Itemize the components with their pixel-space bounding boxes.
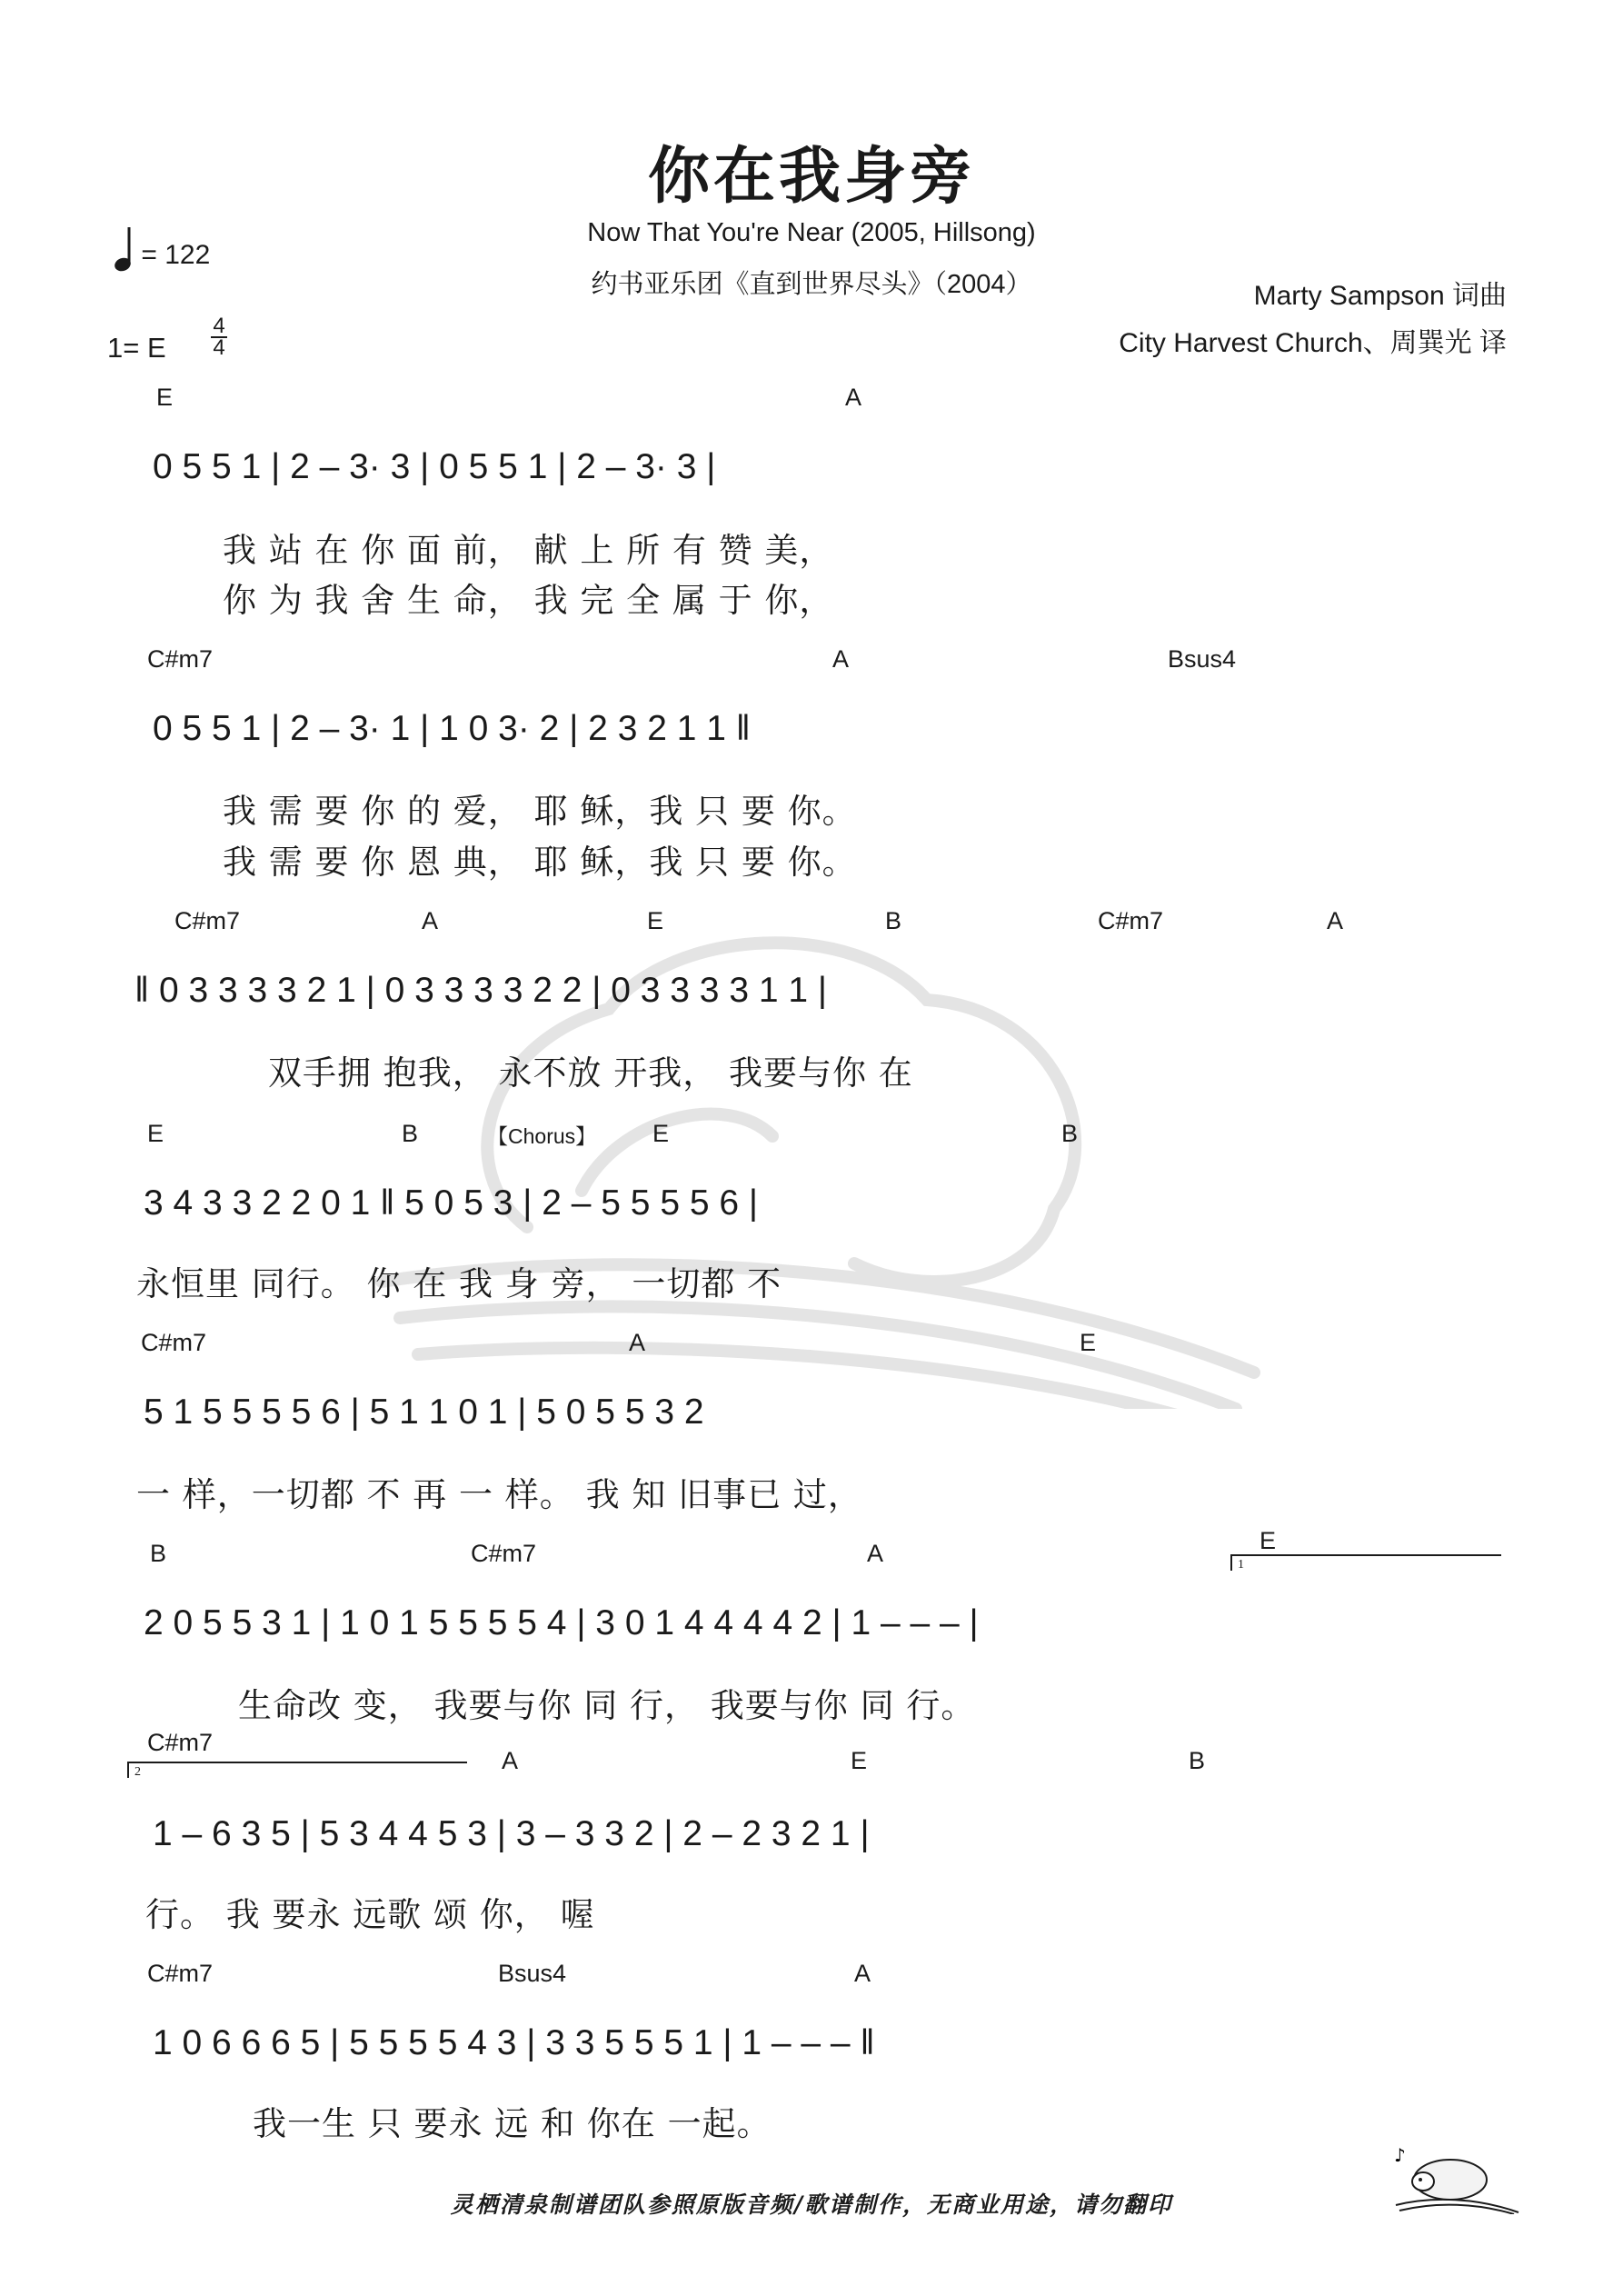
- notation-line: 0 5 5 1 | 2 – 3· 1 | 1 0 3· 2 | 2 3 2 1 1 ‖: [153, 709, 751, 748]
- chorus-marker: 【Chorus】: [487, 1124, 597, 1148]
- notation-line: 1 0 6 6 6 5 | 5 5 5 5 4 3 | 3 3 5 5 5 1 | 1 – – – ‖: [153, 2023, 875, 2062]
- chord-label: E: [1260, 1527, 1277, 1554]
- composer-credit: Marty Sampson 词曲: [1253, 281, 1507, 311]
- chord-label: A: [629, 1329, 646, 1356]
- copyright-footer: 灵栖清泉制谱团队参照原版音频/歌谱制作，无商业用途，请勿翻印: [450, 2191, 1173, 2218]
- chord-label: Bsus4: [1168, 645, 1237, 673]
- lyric-line-1: 我 需 要 你 的 爱， 耶 稣，我 只 要 你。: [223, 792, 857, 831]
- chord-label: E: [156, 384, 174, 411]
- chord-label: C#m7: [147, 1729, 214, 1756]
- time-signature: [211, 316, 227, 358]
- chord-label: C#m7: [147, 645, 214, 673]
- chord-label: B: [1189, 1747, 1206, 1774]
- lyric-line-1: 行。 我 要永 远歌 颂 你， 喔: [145, 1895, 595, 1934]
- notation-line: 2 0 5 5 3 1 | 1 0 1 5 5 5 5 4 | 3 0 1 4 4 4 4 2 | 1 – – – |: [144, 1603, 979, 1642]
- chord-label: C#m7: [471, 1540, 537, 1567]
- chord-label: E: [647, 907, 664, 934]
- tempo-marking: [114, 225, 210, 271]
- chord-label: C#m7: [147, 1960, 214, 1987]
- chord-label: A: [867, 1540, 884, 1567]
- chord-label: B: [150, 1540, 167, 1567]
- chord-label: B: [402, 1120, 419, 1147]
- album-subtitle: 约书亚乐团《直到世界尽头》（2004）: [591, 270, 1032, 299]
- key-signature: 1= E: [107, 332, 166, 364]
- chord-label: A: [422, 907, 439, 934]
- time-sig-bottom: 4: [213, 335, 225, 360]
- chord-label: A: [1327, 907, 1344, 934]
- sheep-logo-icon: [1387, 2141, 1523, 2214]
- lyric-line-1: 生命改 变， 我要与你 同 行， 我要与你 同 行。: [238, 1686, 976, 1725]
- lyric-line-2: 我 需 要 你 恩 典， 耶 稣，我 只 要 你。: [223, 843, 857, 882]
- volta-number: 1: [1238, 1558, 1244, 1572]
- translator-credit: City Harvest Church、周巽光 译: [1119, 328, 1507, 358]
- lyric-line-1: 双手拥 抱我， 永不放 开我， 我要与你 在: [268, 1053, 913, 1093]
- chord-label: C#m7: [174, 907, 241, 934]
- song-title: 你在我身旁: [647, 141, 975, 213]
- tempo-value: = 122: [141, 240, 211, 270]
- notation-line: 1 – 6 3 5 | 5 3 4 4 5 3 | 3 – 3 3 2 | 2 – 2 3 2 1 |: [153, 1814, 870, 1853]
- lyric-line-1: 一 样，一切都 不 再 一 样。 我 知 旧事已 过，: [136, 1475, 862, 1514]
- notation-line: 3 4 3 3 2 2 0 1 ‖ 5 0 5 3 | 2 – 5 5 5 5 6 |: [144, 1183, 759, 1223]
- time-sig-top: 4: [213, 314, 225, 338]
- chord-label: B: [885, 907, 902, 934]
- chord-label: Bsus4: [498, 1960, 567, 1987]
- lyric-line-1: 永恒里 同行。 你 在 我 身 旁， 一切都 不: [136, 1264, 782, 1303]
- notation-line: 5 1 5 5 5 5 6 | 5 1 1 0 1 | 5 0 5 5 3 2: [144, 1393, 704, 1432]
- lyric-line-1: 我一生 只 要永 远 和 你在 一起。: [253, 2104, 772, 2143]
- volta-bracket-2: [127, 1762, 467, 1778]
- chord-label: A: [845, 384, 862, 411]
- svg-text:♪: ♪: [1394, 2144, 1406, 2166]
- chord-label: A: [854, 1960, 871, 1987]
- notation-line: 0 5 5 1 | 2 – 3· 3 | 0 5 5 1 | 2 – 3· 3 |: [153, 447, 716, 486]
- lyric-line-2: 你 为 我 舍 生 命， 我 完 全 属 于 你，: [223, 581, 834, 620]
- chord-label: A: [832, 645, 850, 673]
- chord-label: E: [1080, 1329, 1097, 1356]
- english-subtitle: Now That You're Near (2005, Hillsong): [587, 218, 1036, 247]
- chord-label: A: [502, 1747, 519, 1774]
- volta-number: 2: [134, 1765, 141, 1779]
- chord-label: E: [147, 1120, 164, 1147]
- publisher-logo: [1387, 2141, 1523, 2218]
- volta-bracket-1: [1230, 1554, 1501, 1571]
- chord-label: B: [1061, 1120, 1079, 1147]
- lyric-line-1: 我 站 在 你 面 前， 献 上 所 有 赞 美，: [223, 531, 834, 570]
- chord-label: E: [851, 1747, 868, 1774]
- chord-label: C#m7: [1098, 907, 1164, 934]
- chord-label: C#m7: [141, 1329, 207, 1356]
- quarter-note-icon: [114, 225, 134, 271]
- chord-label: E: [652, 1120, 670, 1147]
- notation-line: ‖ 0 3 3 3 3 2 1 | 0 3 3 3 3 2 2 | 0 3 3 3 3 1 1 |: [134, 971, 828, 1010]
